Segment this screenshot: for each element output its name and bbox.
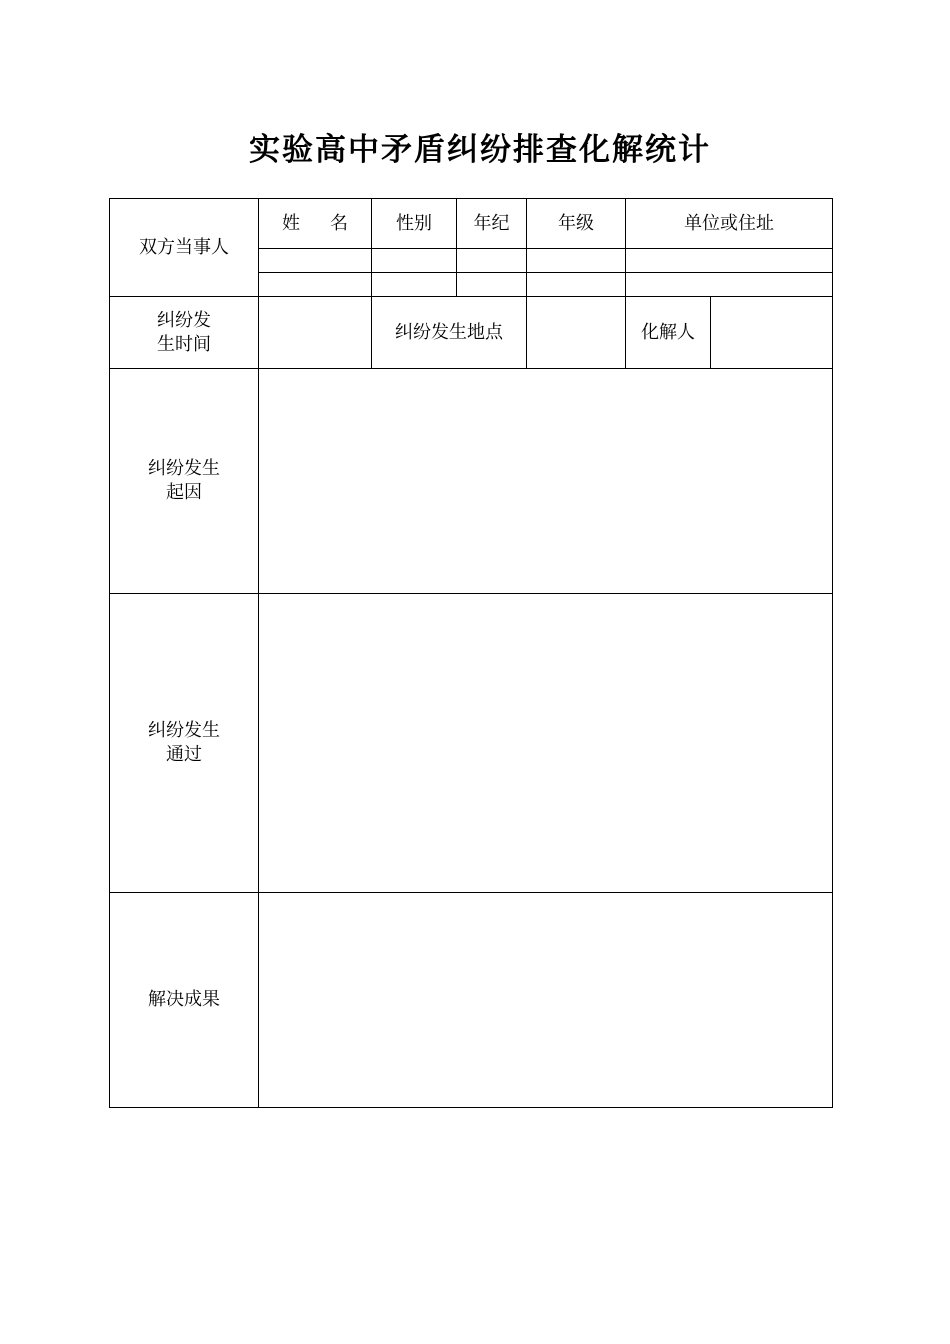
party1-age-cell[interactable]	[457, 249, 527, 273]
mediator-label: 化解人	[626, 297, 711, 369]
party1-name-cell[interactable]	[259, 249, 372, 273]
place-cell[interactable]	[527, 297, 626, 369]
party2-name-cell[interactable]	[259, 273, 372, 297]
party2-grade-cell[interactable]	[527, 273, 626, 297]
party1-grade-cell[interactable]	[527, 249, 626, 273]
grade-header: 年级	[527, 199, 626, 249]
cause-label: 纠纷发生 起因	[110, 369, 259, 594]
result-cell[interactable]	[259, 893, 833, 1108]
cause-cell[interactable]	[259, 369, 833, 594]
dispute-form-table	[109, 198, 833, 1108]
parties-label: 双方当事人	[110, 199, 259, 297]
page-title: 实验高中矛盾纠纷排查化解统计	[249, 132, 711, 168]
mediator-cell[interactable]	[711, 297, 833, 369]
result-label: 解决成果	[110, 893, 259, 1108]
name-header: 姓 名	[259, 199, 372, 249]
time-label: 纠纷发 生时间	[110, 297, 259, 369]
time-cell[interactable]	[259, 297, 372, 369]
address-header: 单位或住址	[626, 199, 833, 249]
gender-header: 性别	[372, 199, 457, 249]
age-header: 年纪	[457, 199, 527, 249]
process-label: 纠纷发生 通过	[110, 594, 259, 893]
place-label: 纠纷发生地点	[372, 297, 527, 369]
party1-gender-cell[interactable]	[372, 249, 457, 273]
process-cell[interactable]	[259, 594, 833, 893]
party2-age-cell[interactable]	[457, 273, 527, 297]
party2-address-cell[interactable]	[626, 273, 833, 297]
party2-gender-cell[interactable]	[372, 273, 457, 297]
party1-address-cell[interactable]	[626, 249, 833, 273]
